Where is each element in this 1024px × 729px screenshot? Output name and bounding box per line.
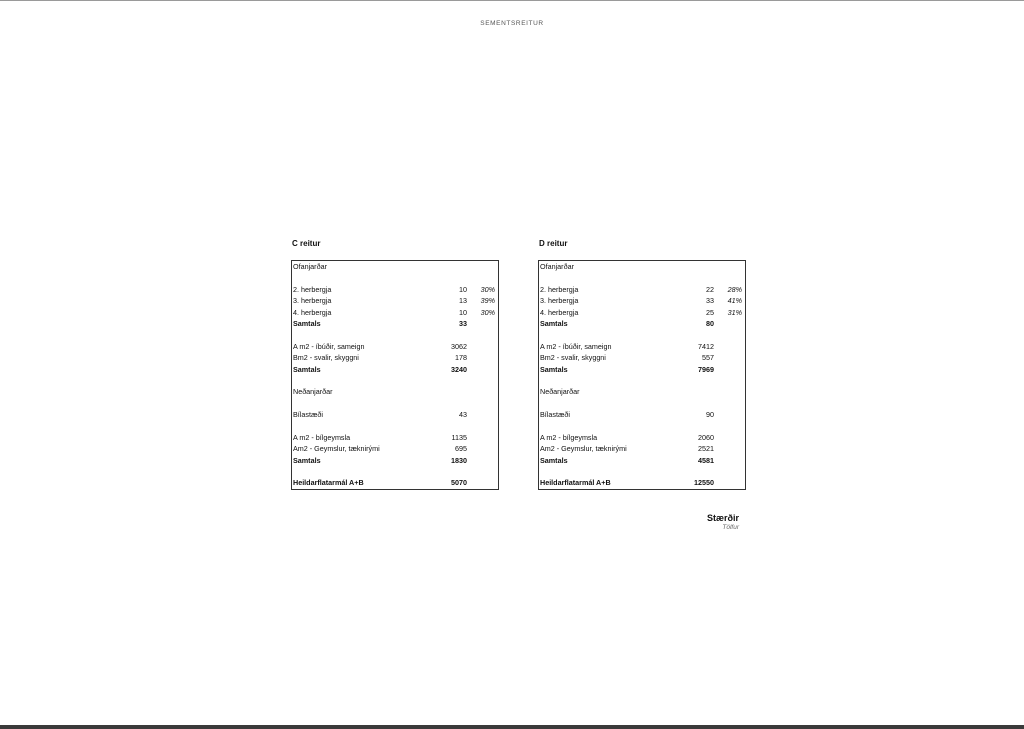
row-label: Samtals [293,364,321,374]
row-label: 2. herbergja [293,284,332,294]
total-row [539,455,745,466]
below-ground-heading: Neðanjarðar [540,387,580,397]
table-row [292,307,498,318]
row-value: 13 [459,296,467,306]
grand-total-row [539,477,745,488]
table-row [539,352,745,363]
row-value: 178 [455,353,467,363]
row-value: 33 [459,318,467,328]
footer-caption [707,513,739,532]
grand-total-row [292,477,498,488]
table-row [292,341,498,352]
row-value: 25 [706,307,714,317]
row-label: 4. herbergja [293,307,332,317]
row-label: Samtals [540,318,568,328]
row-value: 1830 [451,455,467,465]
table-row [292,284,498,295]
row-percent: 31% [727,307,742,317]
row-value: 557 [702,353,714,363]
row-label: A m2 - íbúðir, sameign [293,341,365,351]
table-row [539,443,745,454]
total-row [292,318,498,329]
row-percent: 41% [727,296,742,306]
row-label: A m2 - bílgeymsla [540,432,598,442]
row-value: 10 [459,284,467,294]
row-label: A m2 - bílgeymsla [293,432,351,442]
spacer-row [539,375,745,386]
total-row [539,318,745,329]
row-label: Am2 - Geymslur, tæknirými [540,444,627,454]
table-row [539,307,745,318]
row-value: 10 [459,307,467,317]
table-row [539,409,745,420]
row-value: 5070 [451,478,467,488]
row-value: 12550 [694,478,714,488]
row-value: 80 [706,318,714,328]
table-row [292,432,498,443]
footer-subtitle: Tölfur [722,524,739,531]
row-value: 7969 [698,364,714,374]
table-row [292,295,498,306]
top-rule [0,0,1024,1]
table-row [292,443,498,454]
table-row [292,352,498,363]
total-row [539,364,745,375]
row-value: 90 [706,410,714,420]
row-value: 3062 [451,341,467,351]
section-c-reitur [291,238,501,490]
row-value: 2521 [698,444,714,454]
row-percent: 30% [480,307,495,317]
spacer-row [292,329,498,340]
table-row [292,386,498,397]
below-ground-heading: Neðanjarðar [293,387,333,397]
bottom-rule [0,725,1024,729]
table-row [292,409,498,420]
spacer-row [292,375,498,386]
spacer-row [539,466,745,477]
row-value: 3240 [451,364,467,374]
footer-title: Stærðir [706,513,739,523]
row-label: Bílastæði [540,410,570,420]
row-value: 4581 [698,455,714,465]
row-percent: 30% [480,284,495,294]
table-row [539,432,745,443]
row-label: Bm2 - svalir, skyggni [540,353,606,363]
row-label: 4. herbergja [540,307,579,317]
row-label: Samtals [540,455,568,465]
row-label: A m2 - íbúðir, sameign [540,341,612,351]
row-label: Bm2 - svalir, skyggni [293,353,359,363]
above-ground-heading: Ofanjarðar [540,262,574,271]
summary-table [291,260,499,490]
spacer-row [292,420,498,431]
spacer-row [539,329,745,340]
table-row [539,386,745,397]
row-label: Samtals [540,364,568,374]
row-label: Bílastæði [293,410,323,420]
row-label: Heildarflatarmál A+B [540,478,611,488]
row-label: Samtals [293,318,321,328]
row-label: Am2 - Geymslur, tæknirými [293,444,380,454]
row-label: 3. herbergja [293,296,332,306]
summary-table [538,260,746,490]
spacer-row [292,466,498,477]
row-value: 7412 [698,341,714,351]
row-value: 33 [706,296,714,306]
table-row [292,261,498,272]
table-row [539,284,745,295]
spacer-row [292,272,498,283]
row-label: 2. herbergja [540,284,579,294]
row-value: 43 [459,410,467,420]
row-percent: 39% [480,296,495,306]
row-value: 22 [706,284,714,294]
row-label: 3. herbergja [540,296,579,306]
row-label: Heildarflatarmál A+B [293,478,364,488]
section-title: C reitur [292,239,321,248]
spacer-row [539,420,745,431]
spacer-row [539,272,745,283]
row-label: Samtals [293,455,321,465]
spacer-row [292,398,498,409]
row-value: 695 [455,444,467,454]
row-value: 2060 [698,432,714,442]
above-ground-heading: Ofanjarðar [293,262,327,271]
spacer-row [539,398,745,409]
total-row [292,455,498,466]
section-title: D reitur [539,239,568,248]
table-row [539,341,745,352]
total-row [292,364,498,375]
table-row [539,261,745,272]
section-d-reitur [538,238,748,490]
table-row [539,295,745,306]
row-percent: 28% [727,284,742,294]
page-header-title: SEMENTSREITUR [480,20,544,27]
row-value: 1135 [451,432,467,442]
